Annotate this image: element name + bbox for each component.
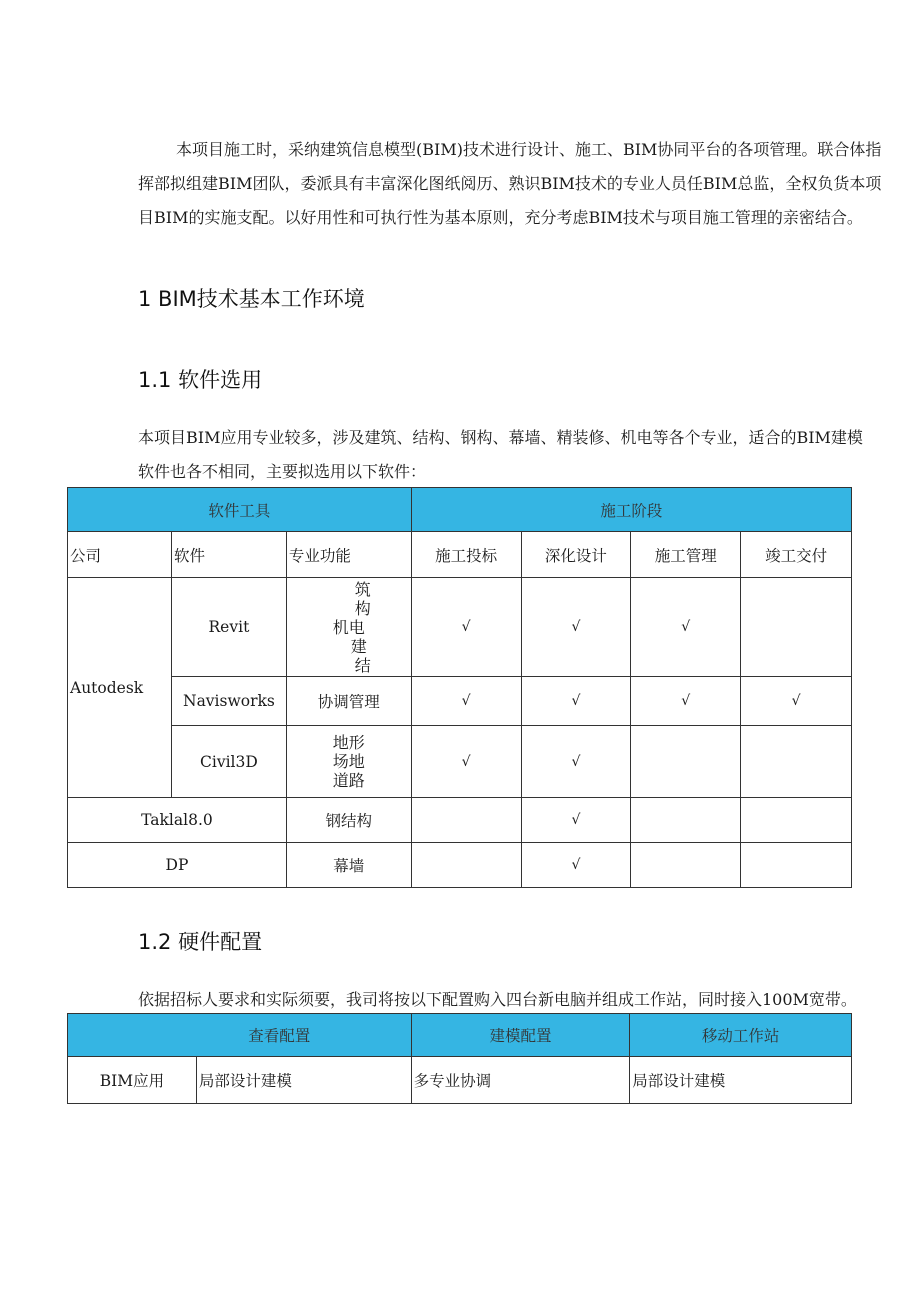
- hardware-table: [67, 1013, 852, 1104]
- empty-cell: [631, 843, 741, 888]
- check-revit-bidding: √: [411, 578, 521, 677]
- check-tekla-design: √: [521, 798, 631, 843]
- software-revit: Revit: [171, 578, 286, 677]
- section-1-1-title: 1.1 软件选用: [138, 368, 263, 392]
- hw-header-view: 查看配置: [68, 1014, 412, 1057]
- empty-cell: [411, 798, 521, 843]
- function-civil3d: [286, 726, 411, 798]
- check-navisworks-delivery: √: [741, 677, 852, 726]
- hw-row-label: BIM应用: [68, 1057, 197, 1104]
- empty-cell: [741, 726, 852, 798]
- check-dp-design: √: [521, 843, 631, 888]
- section-1-title: 1 BIM技术基本工作环境: [138, 287, 365, 311]
- check-navisworks-management: √: [631, 677, 741, 726]
- empty-cell: [411, 843, 521, 888]
- function-tekla: 钢结构: [286, 798, 411, 843]
- check-civil3d-bidding: √: [411, 726, 521, 798]
- func-line: 机电: [332, 617, 365, 637]
- col-header-function: 专业功能: [286, 532, 411, 578]
- func-line: 道路: [332, 771, 365, 790]
- col-header-detail-design: 深化设计: [521, 532, 631, 578]
- empty-cell: [741, 798, 852, 843]
- section-1-1-text-line-2: 软件也各不相同，主要拟选用以下软件：: [138, 462, 427, 481]
- intro-line-3: 目BIM的实施支配。以好用性和可执行性为基本原则，充分考虑BIM技术与项目施工管理的亲密结合。: [138, 208, 863, 227]
- software-navisworks: Navisworks: [171, 677, 286, 726]
- software-dp: DP: [68, 843, 287, 888]
- check-civil3d-design: √: [521, 726, 631, 798]
- check-revit-management: √: [631, 578, 741, 677]
- func-line: 筑: [354, 579, 371, 599]
- empty-cell: [631, 798, 741, 843]
- function-navisworks: 协调管理: [286, 677, 411, 726]
- empty-cell: [741, 843, 852, 888]
- intro-line-2: 挥部拟组建BIM团队，委派具有丰富深化图纸阅历、熟识BIM技术的专业人员任BIM总监，全权负货本项: [138, 174, 882, 193]
- company-autodesk: Autodesk: [68, 578, 172, 798]
- section-1-2-text: 依据招标人要求和实际须要，我司将按以下配置购入四台新电脑并组成工作站，同时接入100M宽带。: [138, 990, 857, 1009]
- header-software-tools: 软件工具: [68, 488, 412, 532]
- function-revit: [286, 578, 411, 677]
- hw-value-model: 多专业协调: [411, 1057, 630, 1104]
- hw-value-view: 局部设计建模: [196, 1057, 411, 1104]
- hw-header-mobile: 移动工作站: [630, 1014, 852, 1057]
- empty-cell: [741, 578, 852, 677]
- check-revit-design: √: [521, 578, 631, 677]
- software-table: [67, 487, 852, 888]
- check-navisworks-design: √: [521, 677, 631, 726]
- func-line: 结: [354, 655, 371, 675]
- software-tekla: Taklal8.0: [68, 798, 287, 843]
- func-line: 场地: [332, 752, 365, 771]
- hw-value-mobile: 局部设计建模: [630, 1057, 852, 1104]
- func-line: 构: [354, 598, 371, 618]
- function-dp: 幕墙: [286, 843, 411, 888]
- func-line: 建: [350, 636, 367, 656]
- empty-cell: [631, 726, 741, 798]
- intro-line-1: 本项目施工时，采纳建筑信息模型(BIM)技术进行设计、施工、BIM协同平台的各项管理。联合体指: [176, 140, 882, 159]
- hw-header-model: 建模配置: [411, 1014, 630, 1057]
- col-header-software: 软件: [171, 532, 286, 578]
- section-1-2-title: 1.2 硬件配置: [138, 930, 263, 954]
- col-header-management: 施工管理: [631, 532, 741, 578]
- col-header-company: 公司: [68, 532, 172, 578]
- section-1-1-text-line-1: 本项目BIM应用专业较多，涉及建筑、结构、钢构、幕墙、精装修、机电等各个专业，适合的BIM建模: [138, 428, 863, 447]
- header-construction-stage: 施工阶段: [411, 488, 851, 532]
- check-navisworks-bidding: √: [411, 677, 521, 726]
- software-civil3d: Civil3D: [171, 726, 286, 798]
- col-header-delivery: 竣工交付: [741, 532, 852, 578]
- func-line: 地形: [332, 733, 365, 752]
- col-header-bidding: 施工投标: [411, 532, 521, 578]
